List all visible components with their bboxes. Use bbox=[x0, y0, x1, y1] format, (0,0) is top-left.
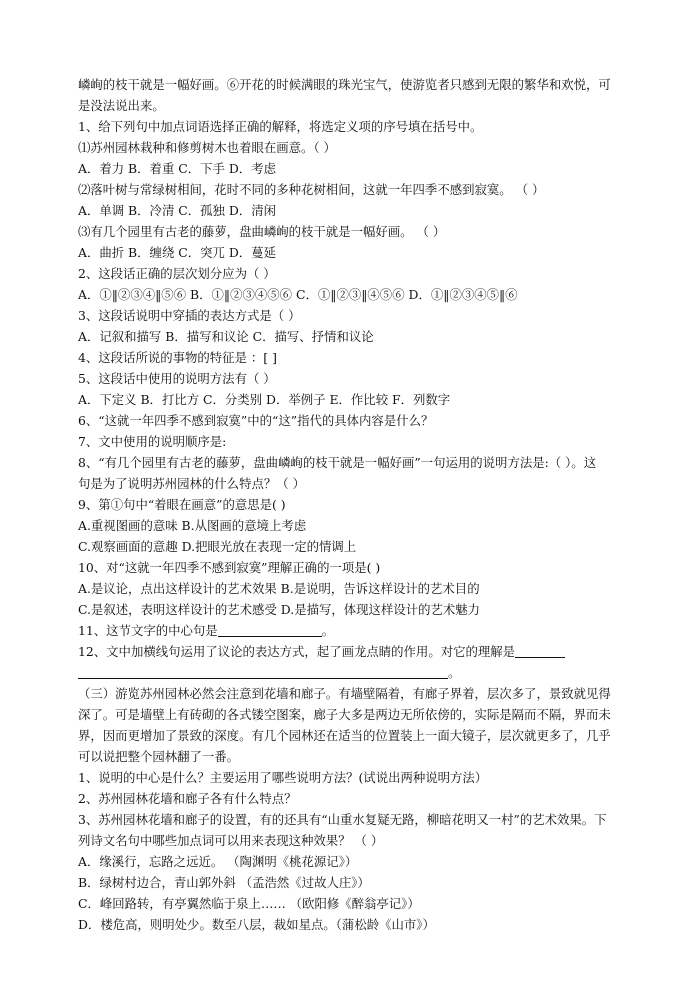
text-line: 嶙峋的枝干就是一幅好画。⑥开花的时候满眼的珠光宝气，使游览者只感到无限的繁华和欢悦，可 bbox=[78, 77, 611, 92]
text-line: 句是为了说明苏州园林的什么特点？（ ） bbox=[78, 476, 305, 491]
text-line: 是没法说出来。 bbox=[78, 98, 165, 113]
answer-blank[interactable] bbox=[515, 643, 565, 658]
options: A．记叙和描写 B．描写和议论 C．描写、抒情和议论 bbox=[78, 329, 374, 344]
text-line: 可以说把整个园林翻了一番。 bbox=[78, 749, 240, 764]
question-1: 1、说明的中心是什么？主要运用了哪些说明方法？(试说出两种说明方法） bbox=[78, 770, 488, 785]
question-12 bbox=[78, 642, 626, 662]
options: A．缘溪行，忘路之远近。 （陶渊明《桃花源记》） bbox=[78, 854, 358, 869]
options: D．楼危高，则明处少。数至八层，裁如星点。（蒲松龄《山市》） bbox=[78, 917, 435, 932]
answer-blank[interactable] bbox=[78, 664, 448, 679]
options: C.观察画面的意趣 D.把眼光放在表现一定的情调上 bbox=[78, 539, 357, 554]
text-line: 列诗文名句中哪些加点词可以用来表现这种效果？ （ ） bbox=[78, 833, 384, 848]
question-8: 8、“有几个园里有古老的藤萝，盘曲嶙峋的枝干就是一幅好画”一句运用的说明方法是:（ ）。这 bbox=[78, 455, 597, 470]
options: A.重视图画的意味 B.从图画的意境上考虑 bbox=[78, 518, 307, 533]
question-1: 1、给下列句中加点词语选择正确的解释，将选定义项的序号填在括号中。 bbox=[78, 119, 483, 134]
question-2: 2、苏州园林花墙和廊子各有什么特点？ bbox=[78, 791, 297, 806]
question-12-text: 12、文中加横线句运用了议论的表达方式，起了画龙点睛的作用。对它的理解是 bbox=[78, 644, 516, 659]
options: C.是叙述，表明这样设计的艺术感受 D.是描写，体现这样设计的艺术魅力 bbox=[78, 602, 481, 617]
sub-question: ⑴苏州园林栽种和修剪树木也着眼在画意。（ ） bbox=[78, 140, 336, 155]
question-6: 6、“这就一年四季不感到寂寞”中的“这”指代的具体内容是什么？ bbox=[78, 413, 434, 428]
text-line: 深了。可是墙壁上有砖砌的各式镂空图案，廊子大多是两边无所依傍的，实际是隔而不隔，界而未 bbox=[78, 707, 611, 722]
question-9: 9、第①句中“着眼在画意”的意思是( ) bbox=[78, 497, 286, 512]
sub-question: ⑵落叶树与常绿树相间，花时不同的多种花树相间，这就一年四季不感到寂寞。 （ ） bbox=[78, 182, 545, 197]
question-5: 5、这段话中使用的说明方法有（ ） bbox=[78, 371, 276, 386]
options: A．曲折 B．缠绕 C．突兀 D．蔓延 bbox=[78, 245, 276, 260]
sub-question: ⑶有几个园里有古老的藤萝，盘曲嶙峋的枝干就是一幅好画。 （ ） bbox=[78, 224, 446, 239]
options: B．绿树村边合，青山郭外斜 （孟浩然《过故人庄》） bbox=[78, 875, 370, 890]
answer-blank[interactable] bbox=[218, 622, 322, 637]
options: A．单调 B．冷清 C．孤独 D．清闲 bbox=[78, 203, 276, 218]
answer-line bbox=[78, 663, 626, 683]
options: A．①‖②③④‖⑤⑥ B．①‖②③④⑤⑥ C．①‖②③‖④⑤⑥ D．①‖②③④⑤‖⑥ bbox=[78, 287, 518, 302]
question-10: 10、对“这就一年四季不感到寂寞”理解正确的一项是( ) bbox=[78, 560, 381, 575]
question-4: 4、这段话所说的事物的特征是 ：[ ] bbox=[78, 350, 277, 365]
question-3: 3、苏州园林花墙和廊子的设置，有的还具有“山重水复疑无路，柳暗花明又一村”的艺术效果。下 bbox=[78, 812, 607, 827]
question-11-end: 。 bbox=[321, 623, 335, 638]
passage-three: （三）游览苏州园林必然会注意到花墙和廊子。有墙壁隔着，有廊子界着，层次多了，景致就见得 bbox=[78, 686, 611, 701]
question-11-text: 11、这节文字的中心句是 bbox=[78, 623, 218, 638]
question-3: 3、这段话说明中穿插的表达方式是（ ） bbox=[78, 308, 301, 323]
text-line: 界，因而更增加了景致的深度。有几个园林还在适当的位置装上一面大镜子，层次就更多了，几乎 bbox=[78, 728, 611, 743]
question-7: 7、文中使用的说明顺序是: bbox=[78, 434, 227, 449]
options: A．着力 B．着重 C．下手 D．考虑 bbox=[78, 161, 276, 176]
question-11 bbox=[78, 621, 626, 641]
options: C．峰回路转，有亭翼然临于泉上…… （欧阳修《醉翁亭记》） bbox=[78, 896, 420, 911]
question-2: 2、这段话正确的层次划分应为（ ） bbox=[78, 266, 276, 281]
answer-line-end: 。 bbox=[448, 665, 461, 680]
options: A.是议论，点出这样设计的艺术效果 B.是说明，告诉这样设计的艺术目的 bbox=[78, 581, 480, 596]
options: A．下定义 B．打比方 C．分类别 D．举例子 E．作比较 F．列数字 bbox=[78, 392, 451, 407]
